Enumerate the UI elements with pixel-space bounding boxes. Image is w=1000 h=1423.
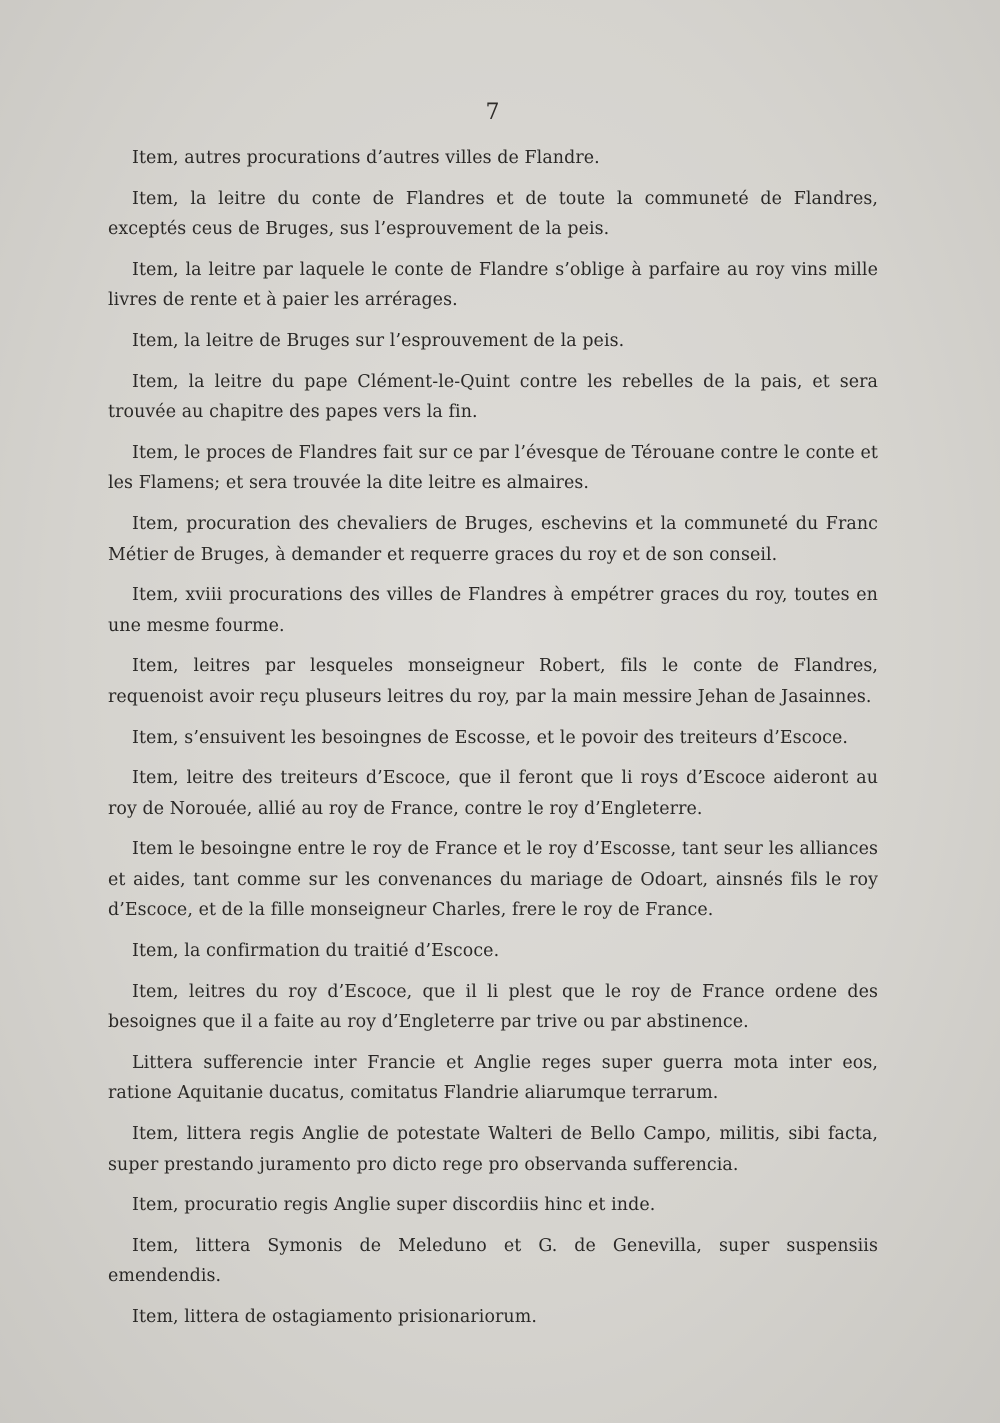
entry-paragraph: Item, autres procurations d’autres villes de Flandre. <box>132 148 600 168</box>
entry-paragraph: Item, littera Symonis de Meleduno et G. de Genevilla, super suspensiis emendendis. <box>108 1235 878 1287</box>
entry-paragraph: Item, procuratio regis Anglie super discordiis hinc et inde. <box>132 1195 656 1216</box>
inventory-text <box>108 143 878 1333</box>
entry-paragraph: Item, s’ensuivent les besoingnes de Escosse, et le povoir des treiteurs d’Escoce. <box>132 727 849 748</box>
entry-paragraph: Item, littera de ostagiamento prisionariorum. <box>132 1307 537 1327</box>
entry-paragraph: Item, littera regis Anglie de potestate Walteri de Bello Campo, militis, sibi facta, super prestando juramento pro dicto rege pro observanda sufferencia. <box>108 1124 878 1175</box>
entry-paragraph: Item, leitres du roy d’Escoce, que il li plest que le roy de France ordene des besoignes que il a faite au roy d’Engleterre par trive ou par abstinence. <box>108 981 878 1033</box>
entry-paragraph: Item, leitre des treiteurs d’Escoce, que il feront que li roys d’Escoce aideront au roy de Norouée, allié au roy de France, contre le roy d’Engleterre. <box>108 768 878 819</box>
entry-paragraph: Item, procuration des chevaliers de Bruges, eschevins et la communeté du Franc Métier de Bruges, à demander et requerre graces du roy et de son conseil. <box>108 513 878 565</box>
entry-paragraph: Item le besoingne entre le roy de France et le roy d’Escosse, tant seur les alliances et aides, tant comme sur les convenances du mariage de Odoart, ainsnés fils le roy d’Escoce, et de la fille monseigneur Charles, frere le roy de France. <box>108 839 878 921</box>
entry-paragraph: Item, la confirmation du traitié d’Escoce. <box>132 941 500 962</box>
entry-paragraph: Item, xviii procurations des villes de Flandres à empétrer graces du roy, toutes en une mesme fourme. <box>108 585 878 636</box>
entry-paragraph: Littera sufferencie inter Francie et Anglie reges super guerra mota inter eos, ratione Aquitanie ducatus, comitatus Flandrie aliarumque terrarum. <box>108 1052 878 1104</box>
entry-paragraph: Item, la leitre de Bruges sur l’esprouvement de la peis. <box>132 330 625 351</box>
page-number: 7 <box>485 100 500 125</box>
entry-paragraph: Item, la leitre du pape Clément-le-Quint contre les rebelles de la pais, et sera trouvée au chapitre des papes vers la fin. <box>108 371 878 423</box>
entry-paragraph: Item, la leitre par laquele le conte de Flandre s’oblige à parfaire au roy vins mille livres de rente et à paier les arrérages. <box>108 259 878 311</box>
entry-paragraph: Item, la leitre du conte de Flandres et de toute la communeté de Flandres, exceptés ceus de Bruges, sus l’esprouvement de la peis. <box>108 188 878 240</box>
entry-paragraph: Item, leitres par lesqueles monseigneur Robert, fils le conte de Flandres, requenoist avoir reçu pluseurs leitres du roy, par la main messire Jehan de Jasainnes. <box>108 656 878 707</box>
entry-paragraph: Item, le proces de Flandres fait sur ce par l’évesque de Térouane contre le conte et les Flamens; et sera trouvée la dite leitre es almaires. <box>108 442 878 494</box>
